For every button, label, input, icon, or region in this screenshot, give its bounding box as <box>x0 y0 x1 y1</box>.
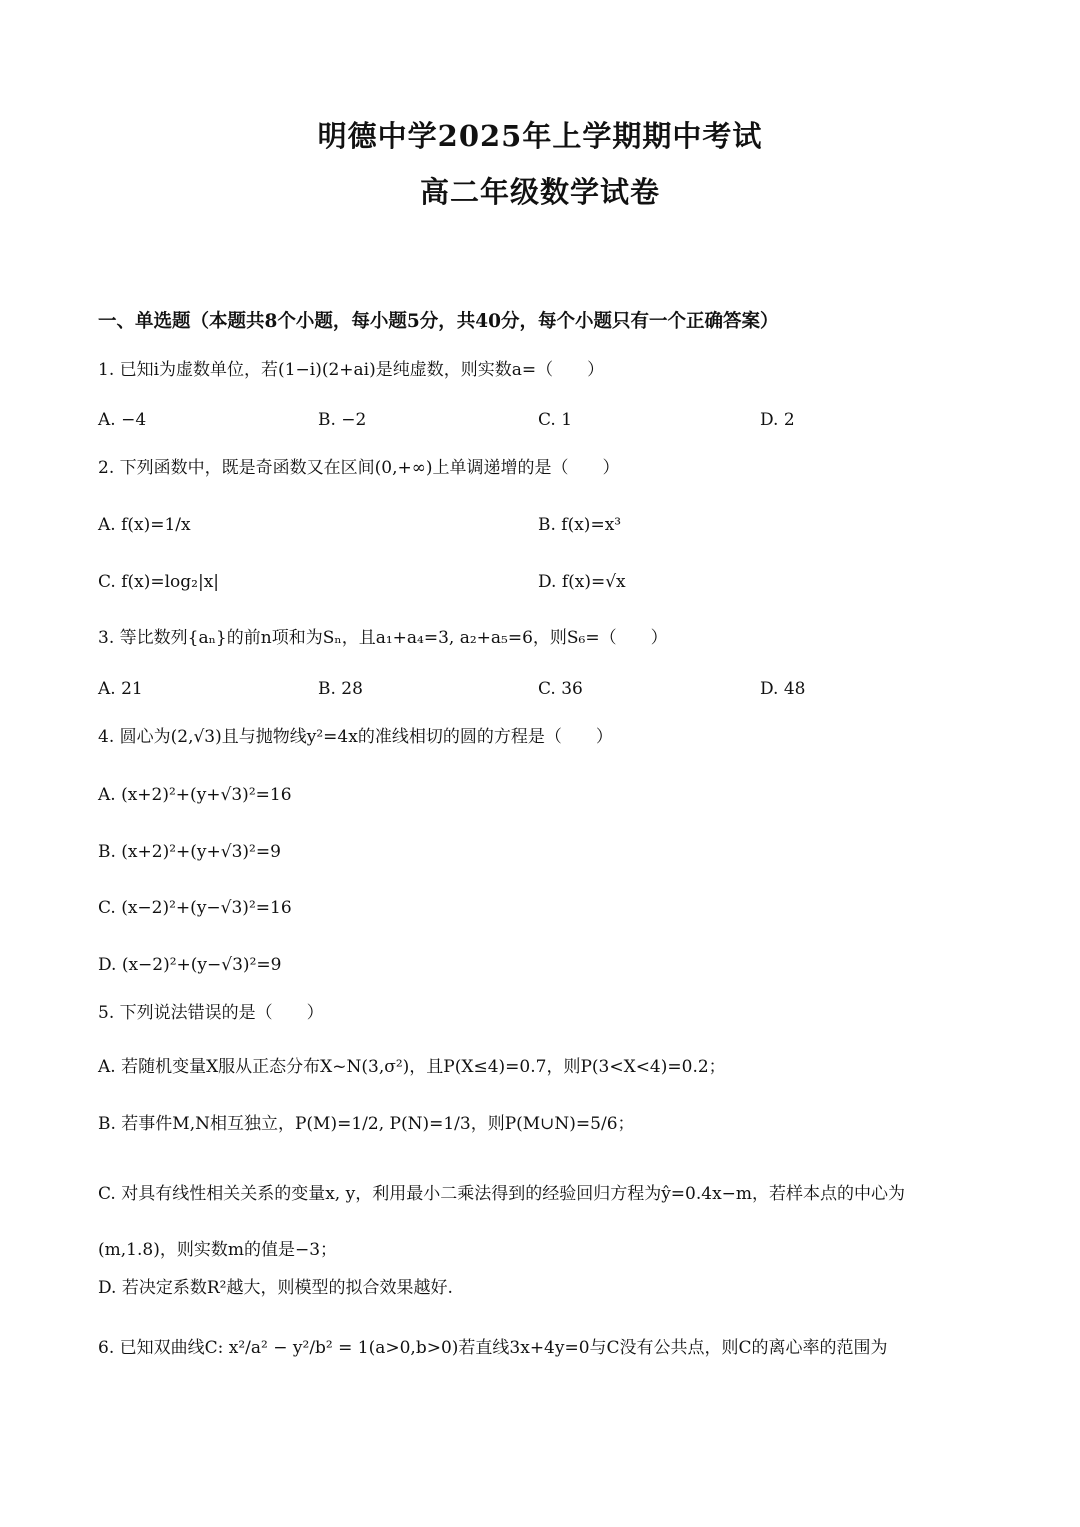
question-4 <box>98 727 613 747</box>
q5-option-a: A. 若随机变量X服从正态分布X~N(3,σ²)，且P(X≤4)=0.7，则P(3<X<4)=0.2； <box>98 1057 726 1077</box>
q2-option-c: C. f(x)=log₂|x| <box>98 572 220 592</box>
q4-option-a: A. (x+2)²+(y+√3)²=16 <box>98 785 292 805</box>
q1-option-c: C. 1 <box>538 410 573 430</box>
q1-option-b: B. −2 <box>318 410 367 430</box>
question-2-text: 2. 下列函数中，既是奇函数又在区间(0,+∞)上单调递增的是（ ） <box>98 458 620 478</box>
q4-option-c: C. (x−2)²+(y−√3)²=16 <box>98 898 292 918</box>
q3-option-a: A. 21 <box>98 679 143 699</box>
q5-option-b: B. 若事件M,N相互独立，P(M)=1/2, P(N)=1/3，则P(M∪N)=5/6； <box>98 1114 635 1134</box>
section-heading: 一、单选题（本题共8个小题，每小题5分，共40分，每个小题只有一个正确答案） <box>98 311 779 332</box>
question-5-text: 5. 下列说法错误的是（ ） <box>98 1003 324 1023</box>
exam-title: 明德中学2025年上学期期中考试 <box>317 119 763 153</box>
exam-subtitle: 高二年级数学试卷 <box>419 175 660 209</box>
question-4-text: 4. 圆心为(2,√3)且与抛物线y²=4x的准线相切的圆的方程是（ ） <box>98 727 613 747</box>
q1-option-a: A. −4 <box>98 410 147 430</box>
question-3 <box>98 628 668 648</box>
q2-option-d: D. f(x)=√x <box>538 572 626 592</box>
question-2 <box>98 458 620 478</box>
q3-option-d: D. 48 <box>760 679 806 699</box>
question-3-text: 3. 等比数列{aₙ}的前n项和为Sₙ，且a₁+a₄=3, a₂+a₅=6，则S₆=（ ） <box>98 628 668 648</box>
q2-option-b: B. f(x)=x³ <box>538 515 622 535</box>
q1-option-d: D. 2 <box>760 410 795 430</box>
q5-option-c: C. 对具有线性相关关系的变量x, y，利用最小二乘法得到的经验回归方程为ŷ=0.4x−m，若样本点的中心为(m,1.8)，则实数m的值是−3； <box>98 1184 906 1260</box>
q3-option-c: C. 36 <box>538 679 583 699</box>
q4-option-b: B. (x+2)²+(y+√3)²=9 <box>98 842 281 862</box>
question-6-text: 6. 已知双曲线C: x²/a² − y²/b² = 1(a>0,b>0)若直线3x+4y=0与C没有公共点，则C的离心率的范围为 <box>98 1338 888 1358</box>
question-1 <box>98 360 604 380</box>
question-1-text: 1. 已知i为虚数单位，若(1−i)(2+ai)是纯虚数，则实数a=（ ） <box>98 360 605 380</box>
q2-option-a: A. f(x)=1/x <box>98 515 191 535</box>
q5-option-d: D. 若决定系数R²越大，则模型的拟合效果越好. <box>98 1278 453 1298</box>
question-6 <box>98 1338 983 1358</box>
question-5 <box>98 1003 324 1023</box>
q3-option-b: B. 28 <box>318 679 363 699</box>
q4-option-d: D. (x−2)²+(y−√3)²=9 <box>98 955 282 975</box>
